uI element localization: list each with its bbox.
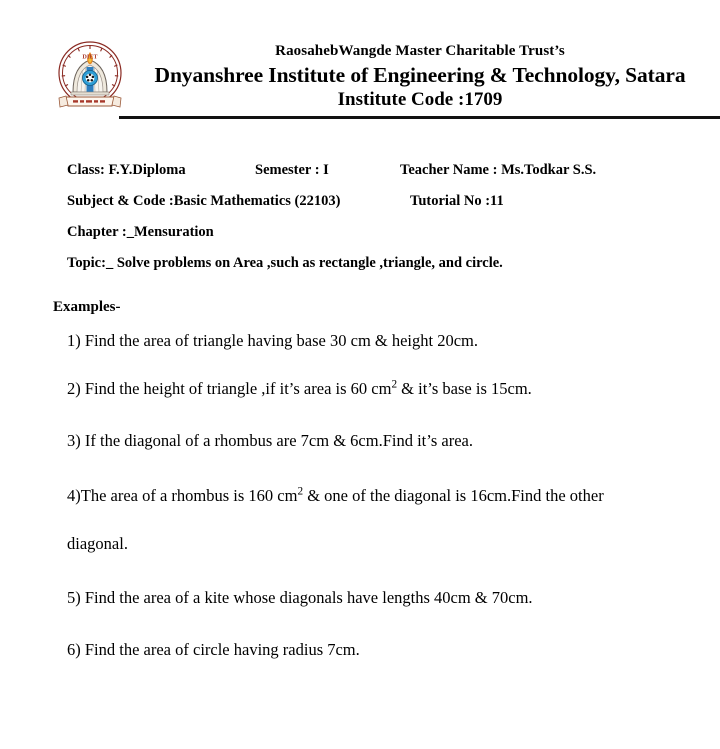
- document-header: [0, 0, 720, 125]
- question-text: 1) Find the area of triangle having base 30 cm & height 20cm.: [67, 331, 479, 350]
- chapter-label: Chapter :_Mensuration: [67, 224, 214, 240]
- list-item: [0, 639, 720, 679]
- examples-heading: Examples-: [53, 299, 121, 315]
- list-item: [0, 485, 720, 533]
- subject-code-label: Subject & Code :Basic Mathematics (22103): [67, 193, 341, 209]
- question-text: 5) Find the area of a kite whose diagonals have lengths 40cm & 70cm.: [67, 588, 533, 607]
- question-text-tail: & one of the diagonal is 16cm.Find the other: [303, 486, 604, 505]
- question-continuation-text: diagonal.: [67, 534, 128, 553]
- question-superscript: 2: [391, 378, 398, 391]
- meta-row-topic: [0, 253, 720, 284]
- semester-label: Semester : I: [255, 162, 329, 178]
- list-item-continuation: [0, 533, 720, 587]
- question-text: 6) Find the area of circle having radius 7cm.: [67, 640, 360, 659]
- meta-row-class: [0, 160, 720, 191]
- question-text: 4)The area of a rhombus is 160 cm: [67, 486, 298, 505]
- question-superscript: 2: [297, 485, 304, 498]
- topic-label: Topic:_ Solve problems on Area ,such as rectangle ,triangle, and circle.: [67, 255, 503, 271]
- class-label: Class: F.Y.Diploma: [67, 162, 186, 178]
- header-divider: [119, 116, 720, 119]
- svg-text:DIET: DIET: [82, 53, 98, 61]
- question-text-tail: & it’s base is 15cm.: [397, 379, 532, 398]
- teacher-name-label: Teacher Name : Ms.Todkar S.S.: [400, 162, 597, 178]
- list-item: [0, 430, 720, 485]
- list-item: [0, 587, 720, 639]
- examples-list: [0, 330, 720, 679]
- header-title-block: [120, 41, 720, 112]
- question-text: 3) If the diagonal of a rhombus are 7cm & 6cm.Find it’s area.: [67, 431, 473, 450]
- trust-name: RaosahebWangde Master Charitable Trust’s: [275, 43, 565, 59]
- list-item: [0, 330, 720, 378]
- institute-emblem-icon: [55, 40, 125, 112]
- meta-row-chapter: [0, 222, 720, 253]
- tutorial-meta-block: [0, 160, 720, 284]
- list-item: [0, 378, 720, 430]
- tutorial-number-label: Tutorial No :11: [410, 193, 504, 209]
- institute-name: Dnyanshree Institute of Engineering & Technology, Satara: [154, 63, 686, 87]
- question-text: 2) Find the height of triangle ,if it’s area is 60 cm: [67, 379, 392, 398]
- meta-row-subject: [0, 191, 720, 222]
- institute-code: Institute Code :1709: [337, 89, 503, 110]
